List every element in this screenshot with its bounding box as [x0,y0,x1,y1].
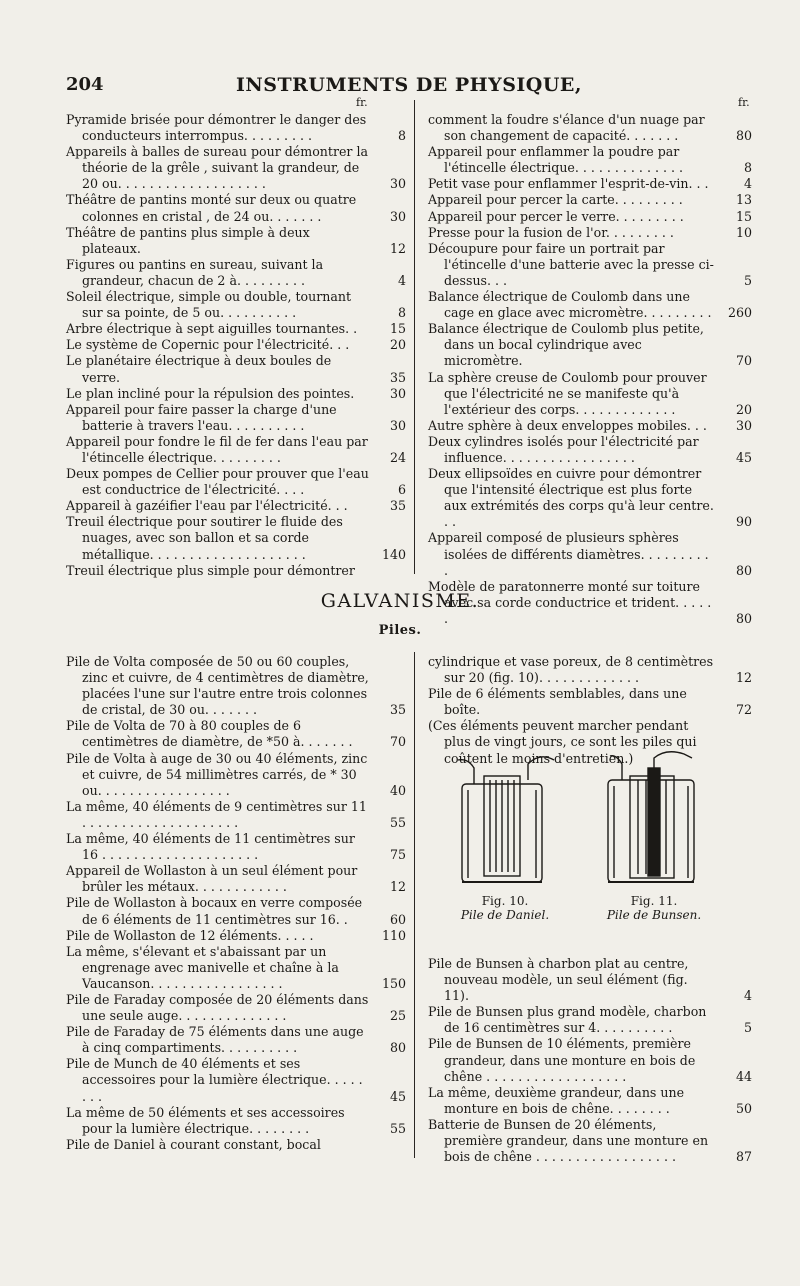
entry-description: Pile de Wollaston à bocaux en verre composée de 6 éléments de 11 centimètres sur 16. . [66,895,363,927]
catalog-entry [66,751,406,799]
catalog-entry [428,209,752,225]
entry-description: Appareil de Wollaston à un seul élément pour brûler les métaux. . . . . . . . . . . . [66,863,358,895]
entry-price: 8 [743,160,752,176]
catalog-entry [66,289,406,321]
entry-description: Treuil électrique plus simple pour démontrer [66,562,355,578]
section-title: GALVANISME. [320,590,480,612]
catalog-entry [66,799,406,831]
entry-price: 35 [389,369,406,385]
bottom-left-column [66,654,406,1153]
entry-description: Figures ou pantins en sureau, suivant la grandeur, chacun de 2 à. . . . . . . . . [66,256,324,288]
entry-description: Le planétaire électrique à deux boules de verre. [66,353,332,385]
catalog-entry [66,992,406,1024]
catalog-entry [66,944,406,992]
fig-11-name: Pile de Bunsen. [606,908,702,922]
entry-price: 140 [381,546,406,562]
entry-price: 60 [389,911,406,927]
catalog-entry [428,144,752,176]
bottom-right-column-bottom [428,956,752,1165]
entry-price: 55 [389,1120,406,1136]
entry-price: 12 [389,879,406,895]
entry-description: Appareil pour percer la carte. . . . . . . . . [428,192,683,208]
catalog-entry [428,370,752,418]
entry-price: 24 [389,449,406,465]
catalog-entry [66,112,406,144]
entry-description: Pile de Munch de 40 éléments et ses accessoires pour la lumière électrique. . . . . . . . [66,1056,363,1104]
entry-description: Pile de Bunsen plus grand modèle, charbon de 16 centimètres sur 4. . . . . . . . . . [428,1004,707,1036]
entry-description: Appareil pour enflammer la poudre par l'étincelle électrique. . . . . . . . . . . . . . [428,144,683,176]
catalog-entry [428,241,752,289]
section-subtitle: Piles. [378,623,422,638]
catalog-entry [428,686,752,718]
catalog-entry [66,563,406,579]
entry-price: 80 [735,128,752,144]
catalog-entry [66,192,406,224]
entry-price: 5 [743,1020,752,1036]
entry-price: 10 [735,224,752,240]
running-head [66,74,752,98]
entry-description: Pile de Faraday de 75 éléments dans une auge à cinq compartiments. . . . . . . . . . [66,1024,364,1056]
entry-price: 75 [389,847,406,863]
entry-price: 80 [735,562,752,578]
entry-description: Découpure pour faire un portrait par l'étincelle d'une batterie avec la presse ci-dessus. . . [428,240,714,288]
catalog-entry [66,1024,406,1056]
entry-description: La sphère creuse de Coulomb pour prouver que l'électricité ne se manifeste qu'à l'extérieur des corps. . . . . . . . . . . . . [428,369,707,417]
entry-description: Théâtre de pantins plus simple à deux plateaux. [66,224,310,256]
entry-description: Balance électrique de Coulomb plus petite, dans un bocal cylindrique avec micromètre. [428,321,704,369]
entry-price: 12 [735,670,752,686]
fig-10-name: Pile de Daniel. [460,908,550,922]
catalog-entry [428,289,752,321]
catalog-entry [66,718,406,750]
entry-price: 45 [389,1088,406,1104]
entry-price: 12 [389,240,406,256]
entry-description: Treuil électrique pour soutirer le fluide des nuages, avec son ballon et sa corde métallique. . . . . . . . . . . . . . . . . . . . [66,514,343,562]
entry-description: Appareil pour faire passer la charge d'une batterie à travers l'eau. . . . . . . . . . [66,401,337,433]
entry-description: Le système de Copernic pour l'électricité. . . [66,337,350,353]
daniel-cell-illustration [458,757,554,882]
catalog-entry [428,466,752,530]
top-left-column [66,112,406,579]
catalog-entry [66,928,406,944]
entry-description: Le plan incliné pour la répulsion des pointes. [66,385,355,401]
entry-price: 20 [389,337,406,353]
figures-area [440,750,720,930]
entry-description: Pile de Volta de 70 à 80 couples de 6 centimètres de diamètre, de *50 à. . . . . . . [66,718,353,750]
catalog-entry [66,654,406,718]
catalog-entry [66,353,406,385]
entry-description: Pile de Daniel à courant constant, bocal [66,1136,321,1152]
entry-price: 30 [389,417,406,433]
catalog-entry [428,654,752,686]
entry-description: cylindrique et vase poreux, de 8 centimètres sur 20 (fig. 10). . . . . . . . . . . . . [428,654,714,686]
catalog-entry [66,498,406,514]
column-divider-top [414,100,415,574]
entry-price: 55 [389,814,406,830]
entry-price: 8 [397,128,406,144]
catalog-entry [66,895,406,927]
catalog-entry [428,956,752,1004]
entry-description: Autre sphère à deux enveloppes mobiles. . . [428,417,707,433]
catalog-entry [428,176,752,192]
catalog-entry [428,1036,752,1084]
fig-11-label: Fig. 11. [630,894,678,908]
catalog-entry [66,225,406,257]
entry-description: Pile de Wollaston de 12 éléments. . . . . [66,927,314,943]
entry-description: Appareil à gazéifier l'eau par l'électricité. . . [66,498,348,514]
entry-price: 87 [735,1149,752,1165]
entry-description: Batterie de Bunsen de 20 éléments, première grandeur, dans une monture en bois de chêne . . . . . . . . . . . . . . . . . . [428,1116,709,1165]
entry-description: La même, 40 éléments de 11 centimètres sur 16 . . . . . . . . . . . . . . . . . . . . [66,831,355,863]
bunsen-cell-illustration [608,752,694,882]
entry-price: 4 [743,988,752,1004]
catalog-entry [66,514,406,562]
entry-description: Appareils à balles de sureau pour démontrer la théorie de la grêle , suivant la grandeur, de 20 ou. . . . . . . . . . . . . . . . . . . [66,144,368,192]
entry-price: 30 [389,176,406,192]
entry-price: 25 [389,1008,406,1024]
entry-price: 13 [735,192,752,208]
entry-description: Presse pour la fusion de l'or. . . . . . . . . [428,224,674,240]
catalog-entry [428,1004,752,1036]
entry-price: 50 [735,1100,752,1116]
entry-price: 35 [389,702,406,718]
top-right-column [428,112,752,627]
entry-price: 35 [389,498,406,514]
page-title: INSTRUMENTS DE PHYSIQUE, [235,74,583,96]
catalog-entry [428,418,752,434]
entry-description: Petit vase pour enflammer l'esprit-de-vin. . . [428,176,709,192]
entry-description: Balance électrique de Coulomb dans une cage en glace avec micromètre. . . . . . . . . [428,289,712,321]
entry-price: 20 [735,401,752,417]
entry-description: Pile de Bunsen à charbon plat au centre, nouveau modèle, un seul élément (fig. 11). [428,956,689,1004]
entry-price: 8 [397,305,406,321]
entry-price: 44 [735,1068,752,1084]
catalog-entry [66,1056,406,1104]
entry-price: 5 [743,272,752,288]
entry-price: 15 [389,321,406,337]
catalog-entry [66,321,406,337]
catalog-entry [428,321,752,369]
entry-description: La même, 40 éléments de 9 centimètres sur 11 . . . . . . . . . . . . . . . . . . . . [66,798,367,830]
page-number: 204 [66,74,104,95]
entry-price: 30 [735,417,752,433]
catalog-entry [66,466,406,498]
catalog-entry [66,1105,406,1137]
entry-description: Pile de Bunsen de 10 éléments, première grandeur, dans une monture en bois de chêne . . . . . . . . . . . . . . . . . . [428,1036,696,1084]
entry-description: Pile de Volta composée de 50 ou 60 couples, zinc et cuivre, de 4 centimètres de diamètre, placées l'une sur l'autre entre trois colonnes de cristal, de 30 ou. . . . . . . [66,654,369,718]
battery-illustrations [440,750,720,890]
entry-price: 30 [389,385,406,401]
entry-price: 80 [389,1040,406,1056]
column-divider-bottom [414,652,415,1158]
entry-description: Modèle de paratonnerre monté sur toiture avec sa corde conductrice et trident. . . . . . [428,578,712,626]
entry-description: Pile de 6 éléments semblables, dans une boîte. [428,686,687,718]
catalog-entry [428,530,752,578]
catalog-entry [66,434,406,466]
entry-description: Pile de Faraday composée de 20 éléments dans une seule auge. . . . . . . . . . . . . . [66,991,369,1024]
entry-description: Appareil composé de plusieurs sphères isolées de différents diamètres. . . . . . . . . . [428,530,709,578]
catalog-entry [428,1117,752,1165]
entry-description: Soleil électrique, simple ou double, tournant sur sa pointe, de 5 ou. . . . . . . . . . [66,289,352,321]
entry-description: La même, deuxième grandeur, dans une monture en bois de chêne. . . . . . . . [428,1084,685,1116]
price-unit-left: fr. [356,96,368,109]
catalog-entry [66,1137,406,1153]
entry-price: 40 [389,782,406,798]
entry-description: (Ces éléments peuvent marcher pendant plus de vingt jours, ce sont les piles qui coûtent le moins d'entretien.) [428,718,697,766]
entry-description: Deux pompes de Cellier pour prouver que l'eau est conductrice de l'électricité. . . . [66,466,369,498]
entry-price: 30 [389,208,406,224]
entry-description: Appareil pour percer le verre. . . . . . . . . [428,208,684,224]
fig-10-caption [460,894,550,922]
entry-description: Théâtre de pantins monté sur deux ou quatre colonnes en cristal , de 24 ou. . . . . . . [66,192,357,224]
entry-price: 15 [735,208,752,224]
catalog-entry [428,1085,752,1117]
entry-description: Appareil pour fondre le fil de fer dans l'eau par l'étincelle électrique. . . . . . . . . [66,433,368,465]
entry-description: La même, s'élevant et s'abaissant par un engrenage avec manivelle et chaîne à la Vaucanson. . . . . . . . . . . . . . . . . [66,943,339,991]
catalog-entry [66,863,406,895]
entry-description: Deux ellipsoïdes en cuivre pour démontrer que l'intensité électrique est plus forte aux extrémités des corps qu'à leur centre. . . [428,466,714,530]
catalog-entry [66,831,406,863]
entry-price: 70 [389,734,406,750]
entry-price: 80 [735,610,752,626]
entry-price: 6 [397,482,406,498]
entry-description: Arbre électrique à sept aiguilles tournantes. . [66,321,358,337]
catalog-entry [66,337,406,353]
catalog-entry [428,434,752,466]
entry-description: Pile de Volta à auge de 30 ou 40 éléments, zinc et cuivre, de 54 millimètres carrés, de * 30 ou. . . . . . . . . . . . . . . . . [66,750,368,798]
price-unit-right: fr. [738,96,750,109]
entry-description: La même de 50 éléments et ses accessoires pour la lumière électrique. . . . . . . . [66,1104,345,1136]
entry-description: Pyramide brisée pour démontrer le danger des conducteurs interrompus. . . . . . . . . [66,112,367,144]
fig-10-label: Fig. 10. [481,894,529,908]
fig-11-caption [604,894,704,922]
catalog-entry [66,386,406,402]
entry-price: 4 [743,176,752,192]
catalog-entry [428,192,752,208]
entry-price: 90 [735,514,752,530]
entry-price: 45 [735,449,752,465]
entry-price: 110 [381,927,406,943]
catalog-entry [66,144,406,192]
entry-price: 260 [727,305,752,321]
catalog-entry [428,225,752,241]
catalog-entry [66,402,406,434]
entry-price: 72 [735,702,752,718]
entry-description: comment la foudre s'élance d'un nuage par son changement de capacité. . . . . . . [428,112,705,144]
entry-price: 4 [397,272,406,288]
catalog-entry [66,257,406,289]
entry-price: 70 [735,353,752,369]
catalog-entry [428,112,752,144]
entry-description: Deux cylindres isolés pour l'électricité par influence. . . . . . . . . . . . . . . . . [428,433,699,465]
entry-price: 150 [381,975,406,991]
